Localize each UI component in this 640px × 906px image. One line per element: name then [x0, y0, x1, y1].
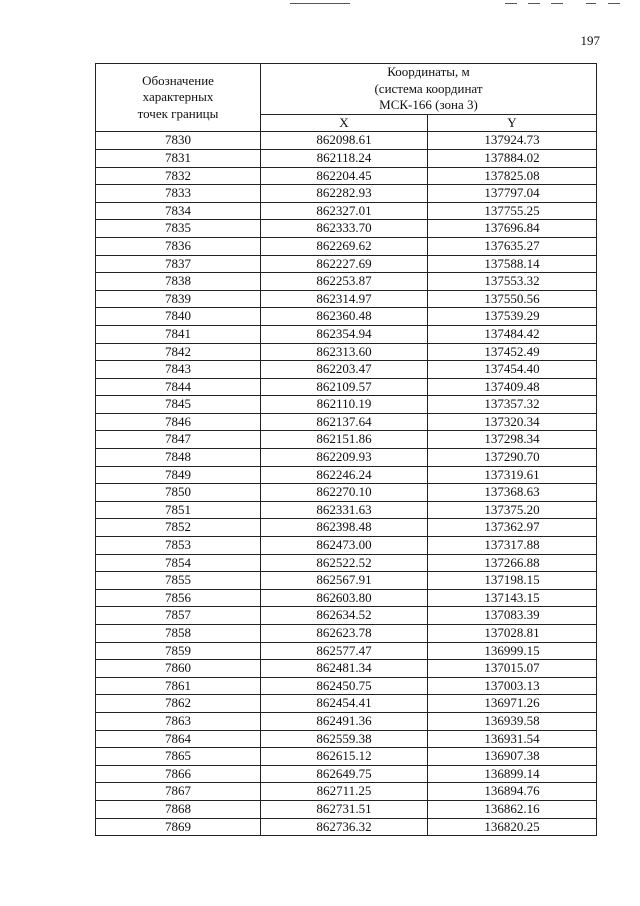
x-coordinate-cell: 862398.48	[261, 519, 428, 537]
table-row	[96, 237, 597, 255]
point-id-cell: 7863	[96, 712, 261, 730]
y-coordinate-cell: 137553.32	[428, 273, 597, 291]
point-id-cell: 7840	[96, 308, 261, 326]
x-coordinate-cell: 862253.87	[261, 273, 428, 291]
y-coordinate-cell: 136939.58	[428, 712, 597, 730]
point-id-cell: 7830	[96, 132, 261, 150]
x-coordinate-cell: 862204.45	[261, 167, 428, 185]
table-row	[96, 466, 597, 484]
table-row	[96, 660, 597, 678]
x-coordinate-cell: 862109.57	[261, 378, 428, 396]
y-coordinate-cell: 137484.42	[428, 325, 597, 343]
y-coordinate-cell: 136820.25	[428, 818, 597, 836]
point-id-cell: 7867	[96, 783, 261, 801]
point-id-cell: 7859	[96, 642, 261, 660]
point-id-cell: 7838	[96, 273, 261, 291]
y-coordinate-cell: 137755.25	[428, 202, 597, 220]
x-coordinate-cell: 862354.94	[261, 325, 428, 343]
header-coordinates-line: Координаты, м	[387, 64, 470, 79]
x-coordinate-cell: 862209.93	[261, 449, 428, 467]
table-row	[96, 413, 597, 431]
y-coordinate-cell: 137319.61	[428, 466, 597, 484]
x-coordinate-cell: 862634.52	[261, 607, 428, 625]
point-id-cell: 7833	[96, 185, 261, 203]
y-coordinate-cell: 136894.76	[428, 783, 597, 801]
table-row	[96, 220, 597, 238]
table-row	[96, 378, 597, 396]
point-id-cell: 7868	[96, 800, 261, 818]
table-row	[96, 783, 597, 801]
point-id-cell: 7857	[96, 607, 261, 625]
table-row	[96, 519, 597, 537]
point-id-cell: 7847	[96, 431, 261, 449]
point-id-cell: 7856	[96, 589, 261, 607]
x-coordinate-cell: 862269.62	[261, 237, 428, 255]
header-designation-line: характерных	[142, 89, 214, 105]
x-coordinate-cell: 862327.01	[261, 202, 428, 220]
y-coordinate-cell: 137588.14	[428, 255, 597, 273]
x-coordinate-cell: 862736.32	[261, 818, 428, 836]
y-coordinate-cell: 136971.26	[428, 695, 597, 713]
y-coordinate-cell: 137298.34	[428, 431, 597, 449]
point-id-cell: 7869	[96, 818, 261, 836]
table-row	[96, 167, 597, 185]
point-id-cell: 7841	[96, 325, 261, 343]
table-row	[96, 396, 597, 414]
x-coordinate-cell: 862314.97	[261, 290, 428, 308]
y-coordinate-cell: 137362.97	[428, 519, 597, 537]
x-coordinate-cell: 862567.91	[261, 572, 428, 590]
x-coordinate-cell: 862473.00	[261, 537, 428, 555]
x-coordinate-cell: 862203.47	[261, 361, 428, 379]
y-coordinate-cell: 137320.34	[428, 413, 597, 431]
point-id-cell: 7855	[96, 572, 261, 590]
y-coordinate-cell: 137884.02	[428, 149, 597, 167]
table-row	[96, 343, 597, 361]
point-id-cell: 7862	[96, 695, 261, 713]
point-id-cell: 7865	[96, 748, 261, 766]
y-coordinate-cell: 137454.40	[428, 361, 597, 379]
table-row	[96, 255, 597, 273]
table-row	[96, 273, 597, 291]
table-row	[96, 501, 597, 519]
x-coordinate-cell: 862098.61	[261, 132, 428, 150]
point-id-cell: 7858	[96, 625, 261, 643]
point-id-cell: 7861	[96, 677, 261, 695]
table-row	[96, 132, 597, 150]
x-coordinate-cell: 862454.41	[261, 695, 428, 713]
point-id-cell: 7836	[96, 237, 261, 255]
y-coordinate-cell: 137550.56	[428, 290, 597, 308]
x-coordinate-cell: 862137.64	[261, 413, 428, 431]
table-row	[96, 695, 597, 713]
x-coordinate-cell: 862151.86	[261, 431, 428, 449]
table-row	[96, 800, 597, 818]
y-coordinate-cell: 137357.32	[428, 396, 597, 414]
point-id-cell: 7854	[96, 554, 261, 572]
table-row	[96, 765, 597, 783]
table-row	[96, 642, 597, 660]
table-row	[96, 607, 597, 625]
x-coordinate-cell: 862246.24	[261, 466, 428, 484]
point-id-cell: 7844	[96, 378, 261, 396]
table-row	[96, 308, 597, 326]
x-coordinate-cell: 862577.47	[261, 642, 428, 660]
y-coordinate-cell: 137635.27	[428, 237, 597, 255]
point-id-cell: 7834	[96, 202, 261, 220]
x-coordinate-cell: 862615.12	[261, 748, 428, 766]
table-row	[96, 202, 597, 220]
table-row	[96, 325, 597, 343]
x-coordinate-cell: 862623.78	[261, 625, 428, 643]
table-row	[96, 537, 597, 555]
y-coordinate-cell: 137409.48	[428, 378, 597, 396]
point-id-cell: 7851	[96, 501, 261, 519]
x-coordinate-cell: 862522.52	[261, 554, 428, 572]
table-row	[96, 572, 597, 590]
y-coordinate-cell: 136899.14	[428, 765, 597, 783]
point-id-cell: 7866	[96, 765, 261, 783]
header-designation-line: точек границы	[137, 105, 219, 121]
header-designation	[96, 64, 261, 132]
y-coordinate-cell: 137015.07	[428, 660, 597, 678]
y-coordinate-cell: 137028.81	[428, 625, 597, 643]
y-coordinate-cell: 137083.39	[428, 607, 597, 625]
table-row	[96, 431, 597, 449]
y-coordinate-cell: 137924.73	[428, 132, 597, 150]
table-row	[96, 677, 597, 695]
x-coordinate-cell: 862649.75	[261, 765, 428, 783]
header-designation-line: Обозначение	[142, 72, 214, 88]
point-id-cell: 7852	[96, 519, 261, 537]
point-id-cell: 7853	[96, 537, 261, 555]
y-coordinate-cell: 137539.29	[428, 308, 597, 326]
x-coordinate-cell: 862331.63	[261, 501, 428, 519]
table-body	[96, 132, 597, 836]
x-coordinate-cell: 862559.38	[261, 730, 428, 748]
header-coordinates	[261, 64, 597, 115]
table-row	[96, 589, 597, 607]
table-row	[96, 748, 597, 766]
point-id-cell: 7849	[96, 466, 261, 484]
header-coordinates-line: МСК-166 (зона 3)	[379, 97, 478, 113]
page-number: 197	[580, 33, 600, 48]
point-id-cell: 7839	[96, 290, 261, 308]
x-coordinate-cell: 862360.48	[261, 308, 428, 326]
table-row	[96, 361, 597, 379]
table-row	[96, 149, 597, 167]
point-id-cell: 7843	[96, 361, 261, 379]
x-coordinate-cell: 862270.10	[261, 484, 428, 502]
scan-artifact-marks	[0, 0, 640, 8]
y-coordinate-cell: 137375.20	[428, 501, 597, 519]
y-coordinate-cell: 137290.70	[428, 449, 597, 467]
table-row	[96, 625, 597, 643]
table-row	[96, 290, 597, 308]
y-coordinate-cell: 136931.54	[428, 730, 597, 748]
point-id-cell: 7832	[96, 167, 261, 185]
coordinates-table	[95, 63, 597, 836]
table-row	[96, 554, 597, 572]
x-coordinate-cell: 862481.34	[261, 660, 428, 678]
point-id-cell: 7842	[96, 343, 261, 361]
y-coordinate-cell: 137003.13	[428, 677, 597, 695]
x-coordinate-cell: 862450.75	[261, 677, 428, 695]
x-coordinate-cell: 862118.24	[261, 149, 428, 167]
y-coordinate-cell: 136907.38	[428, 748, 597, 766]
y-coordinate-cell: 137696.84	[428, 220, 597, 238]
table-row	[96, 712, 597, 730]
y-coordinate-cell: 136862.16	[428, 800, 597, 818]
y-coordinate-cell: 137198.15	[428, 572, 597, 590]
point-id-cell: 7848	[96, 449, 261, 467]
x-coordinate-cell: 862313.60	[261, 343, 428, 361]
table-row	[96, 484, 597, 502]
point-id-cell: 7831	[96, 149, 261, 167]
x-coordinate-cell: 862603.80	[261, 589, 428, 607]
x-coordinate-cell: 862711.25	[261, 783, 428, 801]
x-coordinate-cell: 862731.51	[261, 800, 428, 818]
x-coordinate-cell: 862491.36	[261, 712, 428, 730]
y-coordinate-cell: 137452.49	[428, 343, 597, 361]
point-id-cell: 7850	[96, 484, 261, 502]
x-coordinate-cell: 862110.19	[261, 396, 428, 414]
y-coordinate-cell: 137368.63	[428, 484, 597, 502]
y-coordinate-cell: 137317.88	[428, 537, 597, 555]
y-coordinate-cell: 136999.15	[428, 642, 597, 660]
point-id-cell: 7864	[96, 730, 261, 748]
y-coordinate-cell: 137797.04	[428, 185, 597, 203]
x-coordinate-cell: 862227.69	[261, 255, 428, 273]
x-coordinate-cell: 862333.70	[261, 220, 428, 238]
header-coordinates-line: (система координат	[374, 80, 483, 96]
point-id-cell: 7835	[96, 220, 261, 238]
point-id-cell: 7837	[96, 255, 261, 273]
y-coordinate-cell: 137266.88	[428, 554, 597, 572]
point-id-cell: 7860	[96, 660, 261, 678]
table-row	[96, 185, 597, 203]
point-id-cell: 7846	[96, 413, 261, 431]
y-coordinate-cell: 137825.08	[428, 167, 597, 185]
header-x: X	[261, 114, 428, 132]
y-coordinate-cell: 137143.15	[428, 589, 597, 607]
point-id-cell: 7845	[96, 396, 261, 414]
table-row	[96, 449, 597, 467]
header-y: Y	[428, 114, 597, 132]
table-row	[96, 730, 597, 748]
x-coordinate-cell: 862282.93	[261, 185, 428, 203]
table-row	[96, 818, 597, 836]
